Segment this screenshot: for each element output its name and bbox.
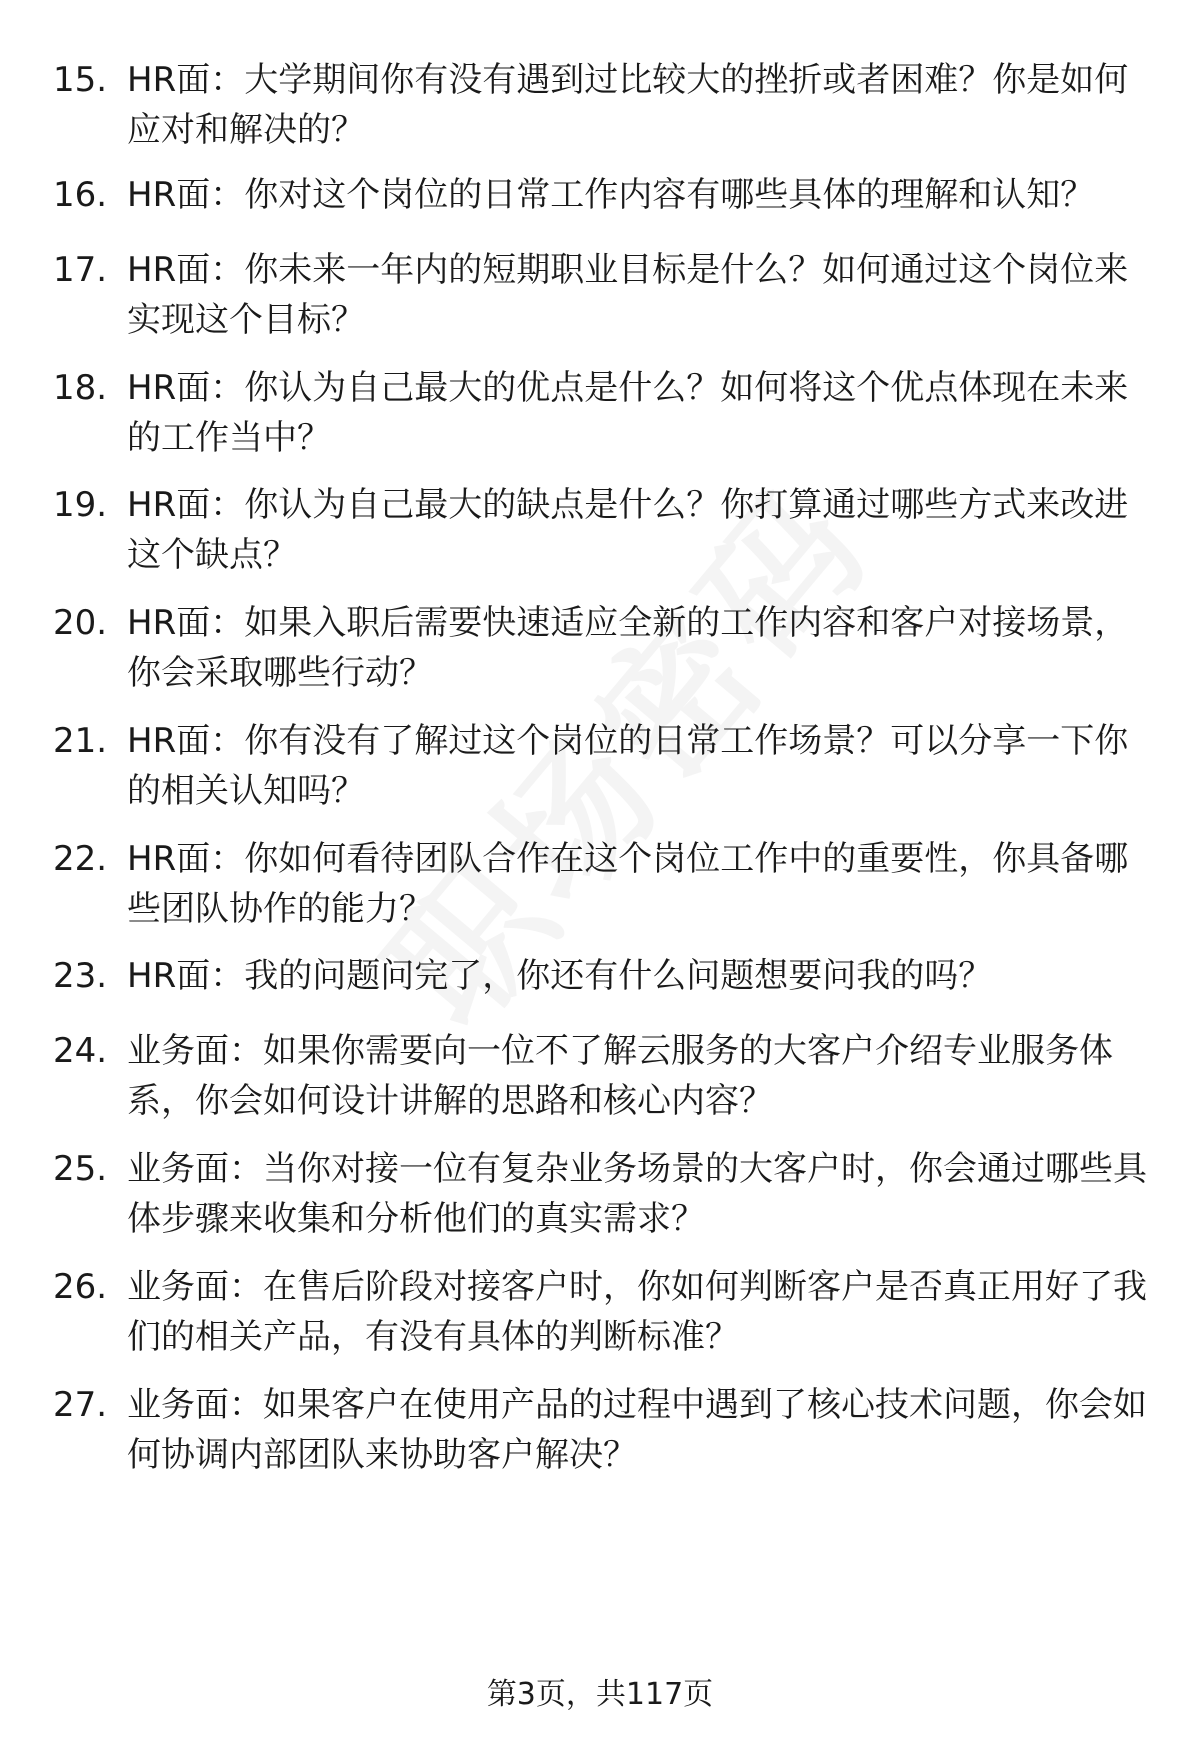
- question-text: HR面：你对这个岗位的日常工作内容有哪些具体的理解和认知？: [127, 175, 1095, 215]
- question-number: 26.: [53, 1267, 108, 1307]
- question-text: HR面：你认为自己最大的缺点是什么？你打算通过哪些方式来改进这个缺点？: [127, 485, 1129, 575]
- question-number: 17.: [53, 250, 108, 290]
- question-number: 15.: [53, 60, 108, 100]
- question-text: HR面：你如何看待团队合作在这个岗位工作中的重要性，你具备哪些团队协作的能力？: [127, 839, 1129, 929]
- question-text: 业务面：在售后阶段对接客户时，你如何判断客户是否真正用好了我们的相关产品，有没有具体的判断标准？: [127, 1267, 1147, 1357]
- question-text: HR面：如果入职后需要快速适应全新的工作内容和客户对接场景，你会采取哪些行动？: [127, 603, 1129, 693]
- question-number: 21.: [53, 721, 108, 761]
- question-text: HR面：你认为自己最大的优点是什么？如何将这个优点体现在未来的工作当中？: [127, 368, 1129, 458]
- question-number: 19.: [53, 485, 108, 525]
- question-text: HR面：你有没有了解过这个岗位的日常工作场景？可以分享一下你的相关认知吗？: [127, 721, 1129, 811]
- question-number: 20.: [53, 603, 108, 643]
- question-text: HR面：大学期间你有没有遇到过比较大的挫折或者困难？你是如何应对和解决的？: [127, 60, 1129, 150]
- question-number: 16.: [53, 175, 108, 215]
- question-text: 业务面：如果客户在使用产品的过程中遇到了核心技术问题，你会如何协调内部团队来协助客户解决？: [127, 1385, 1147, 1475]
- question-text: 业务面：当你对接一位有复杂业务场景的大客户时，你会通过哪些具体步骤来收集和分析他们的真实需求？: [127, 1149, 1147, 1239]
- question-text: 业务面：如果你需要向一位不了解云服务的大客户介绍专业服务体系，你会如何设计讲解的思路和核心内容？: [127, 1031, 1113, 1121]
- question-number: 22.: [53, 839, 108, 879]
- question-text: HR面：你未来一年内的短期职业目标是什么？如何通过这个岗位来实现这个目标？: [127, 250, 1129, 340]
- question-number: 18.: [53, 368, 108, 408]
- question-number: 25.: [53, 1149, 108, 1189]
- question-number: 24.: [53, 1031, 108, 1071]
- question-text: HR面：我的问题问完了，你还有什么问题想要问我的吗？: [127, 956, 993, 996]
- question-number: 27.: [53, 1385, 108, 1425]
- page-footer: 第3页，共117页: [486, 1677, 714, 1712]
- question-number: 23.: [53, 956, 108, 996]
